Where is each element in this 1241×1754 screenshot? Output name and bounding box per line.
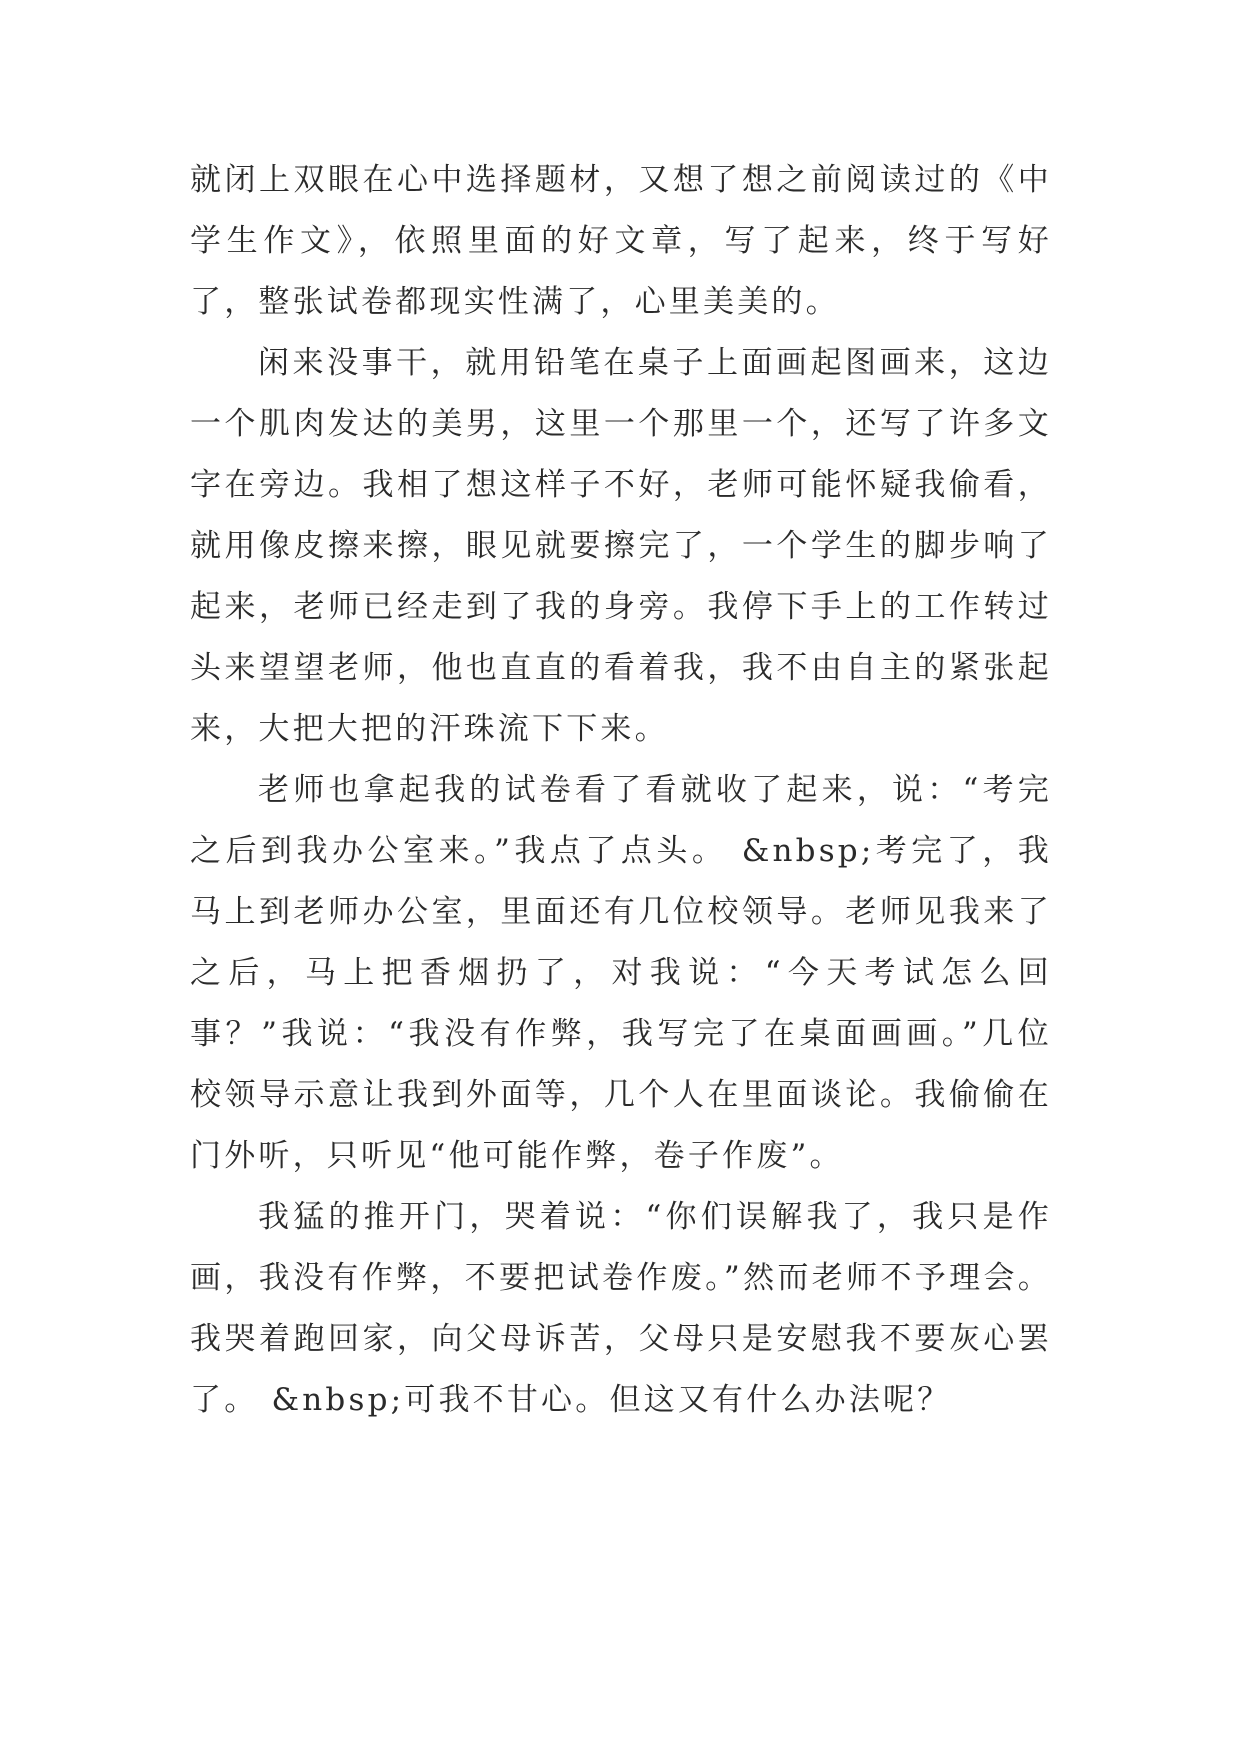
paragraph-teacher-office: 老师也拿起我的试卷看了看就收了起来，说：“考完之后到我办公室来。”我点了点头。 &nbsp;考完了，我马上到老师办公室，里面还有几位校领导。老师见我来了之后，马上把香烟扔了，对我说：“今天考试怎么回事？”我说：“我没有作弊，我写完了在桌面画画。”几位校领导示意让我到外面等，几个人在里面谈论。我偷偷在门外听，只听见“他可能作弊，卷子作废”。 <box>190 772 1052 1174</box>
document-body <box>190 150 1052 1431</box>
paragraph-drawing-on-desk: 闲来没事干，就用铅笔在桌子上面画起图画来，这边一个肌肉发达的美男，这里一个那里一个，还写了许多文字在旁边。我相了想这样子不好，老师可能怀疑我偷看，就用像皮擦来擦，眼见就要擦完了，一个学生的脚步响了起来，老师已经走到了我的身旁。我停下手上的工作转过头来望望老师，他也直直的看着我，我不由自主的紧张起来，大把大把的汗珠流下下来。 <box>190 345 1052 747</box>
paragraph-ending: 我猛的推开门，哭着说：“你们误解我了，我只是作画，我没有作弊，不要把试卷作废。”然而老师不予理会。我哭着跑回家，向父母诉苦，父母只是安慰我不要灰心罢了。 &nbsp;可我不甘心。但这又有什么办法呢？ <box>190 1199 1052 1418</box>
paragraph-continuation: 就闭上双眼在心中选择题材，又想了想之前阅读过的《中学生作文》，依照里面的好文章，写了起来，终于写好了，整张试卷都现实性满了，心里美美的。 <box>190 162 1052 320</box>
